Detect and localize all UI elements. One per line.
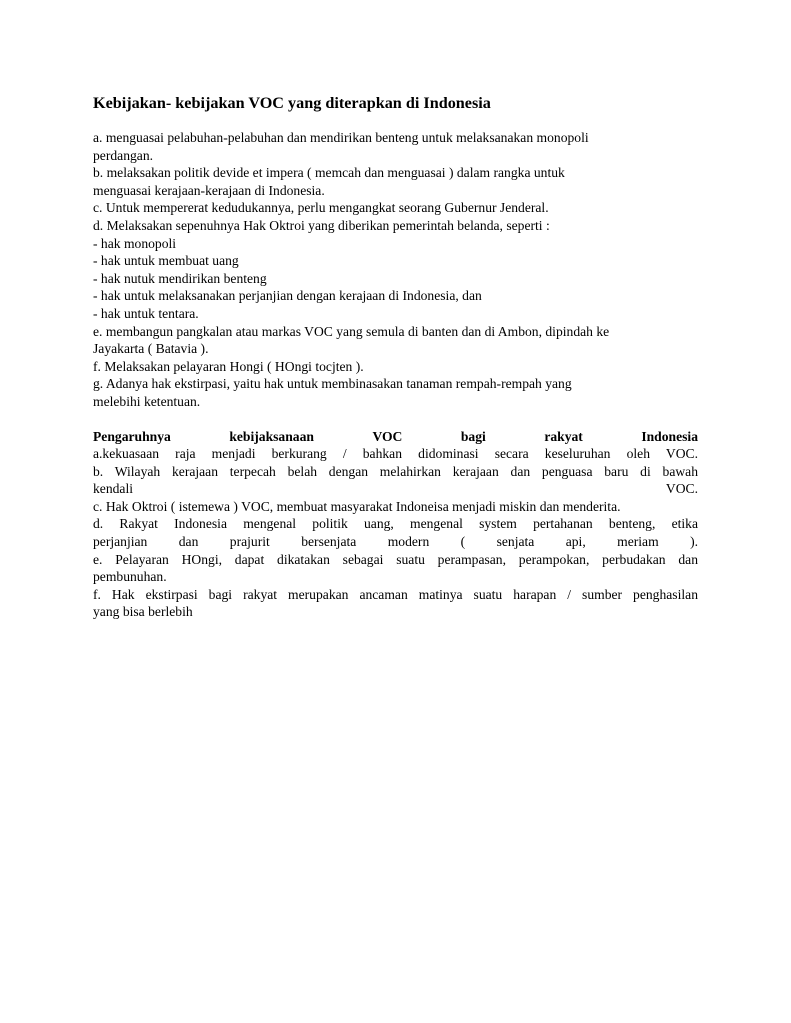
effect-word: kendali [93,481,134,497]
policy-line: g. Adanya hak ekstirpasi, yaitu hak untuk membinasakan tanaman rempah-rempah yang [93,376,572,392]
policy-line: Jayakarta ( Batavia ). [93,341,209,357]
heading-word: Indonesia [641,428,698,444]
effect-line: e. Pelayaran HOngi, dapat dikatakan sebagai suatu perampasan, perampokan, perbudakan dan [93,551,698,567]
heading-word: kebijaksanaan [229,428,314,444]
heading-word: Pengaruhnya [93,428,171,444]
effect-line: yang bisa berlebih [93,604,193,620]
policy-line: b. melaksakan politik devide et impera ( memcah dan menguasai ) dalam rangka untuk [93,165,565,181]
effects-section [93,428,698,622]
effect-line [93,480,698,498]
policy-line: - hak untuk melaksanakan perjanjian dengan kerajaan di Indonesia, dan [93,288,482,304]
heading-word: VOC [372,428,403,444]
effect-line: c. Hak Oktroi ( istemewa ) VOC, membuat masyarakat Indoneisa menjadi miskin dan menderita. [93,498,621,514]
policy-line: c. Untuk mempererat kedudukannya, perlu mengangkat seorang Gubernur Jenderal. [93,200,549,216]
document-page [93,93,698,621]
policy-line: - hak nutuk mendirikan benteng [93,270,267,286]
policy-line: - hak untuk membuat uang [93,253,239,269]
policy-line: f. Melaksakan pelayaran Hongi ( HOngi tocjten ). [93,358,364,374]
policy-line: e. membangun pangkalan atau markas VOC yang semula di banten dan di Ambon, dipindah ke [93,323,610,339]
policy-line: d. Melaksakan sepenuhnya Hak Oktroi yang diberikan pemerintah belanda, seperti : [93,217,550,233]
effect-line: perjanjian dan prajurit bersenjata modern ( senjata api, meriam ). [93,534,698,550]
policy-line: - hak untuk tentara. [93,305,199,321]
policy-line: - hak monopoli [93,235,177,251]
effect-line: a.kekuasaan raja menjadi berkurang / bahkan didominasi secara keseluruhan oleh VOC. [93,446,698,462]
document-title: Kebijakan- kebijakan VOC yang diterapkan di Indonesia [93,94,491,112]
policy-line: perdangan. [93,147,154,163]
effects-heading [93,428,698,446]
effect-line: d. Rakyat Indonesia mengenal politik uang, mengenal system pertahanan benteng, etika [93,516,698,532]
effect-word: VOC. [665,481,698,497]
policy-line: melebihi ketentuan. [93,393,201,409]
effect-line: b. Wilayah kerajaan terpecah belah dengan melahirkan kerajaan dan penguasa baru di bawah [93,463,698,479]
heading-word: bagi [460,428,486,444]
heading-word: rakyat [544,428,583,444]
effect-line: f. Hak ekstirpasi bagi rakyat merupakan ancaman matinya suatu harapan / sumber penghasilan [93,586,698,602]
policies-section [93,129,698,411]
effect-line: pembunuhan. [93,569,167,585]
policy-line: a. menguasai pelabuhan-pelabuhan dan mendirikan benteng untuk melaksanakan monopoli [93,130,589,145]
policy-line: menguasai kerajaan-kerajaan di Indonesia. [93,182,325,198]
